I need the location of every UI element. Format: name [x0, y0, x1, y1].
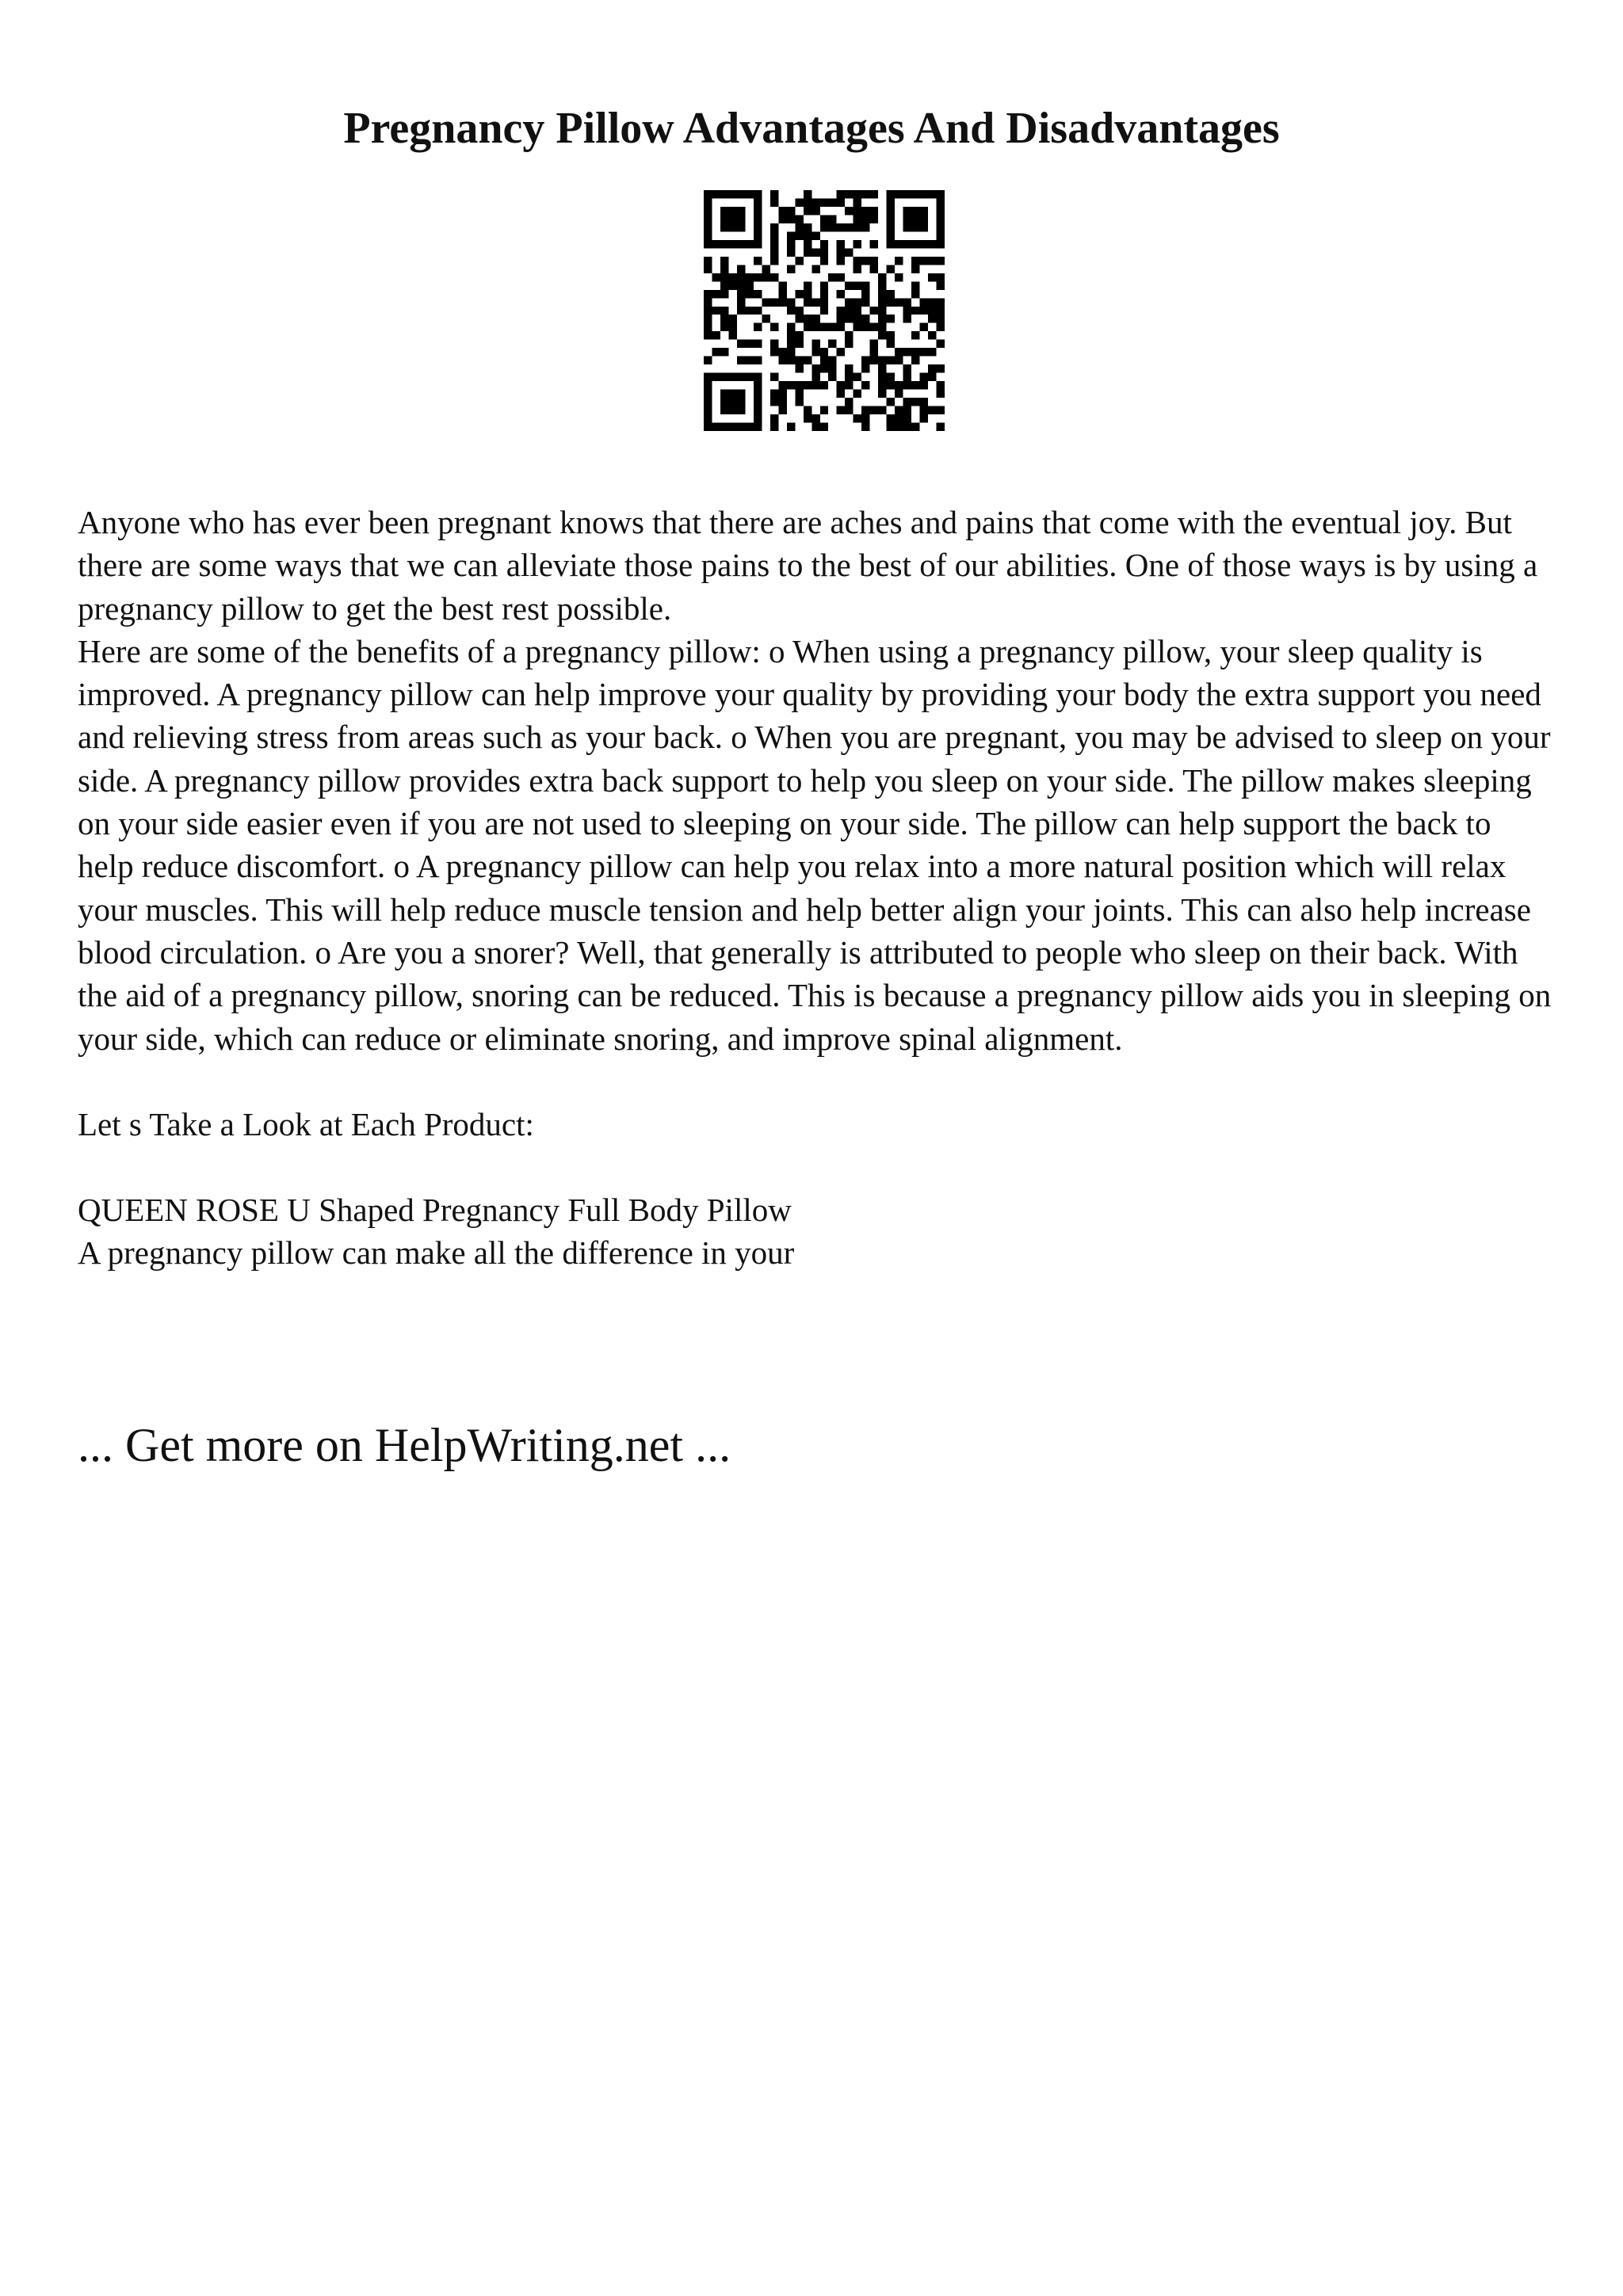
document-title: Pregnancy Pillow Advantages And Disadvantages [343, 104, 1280, 153]
intro-paragraph: Anyone who has ever been pregnant knows that there are aches and pains that come with the eventual joy. But there are some ways that we can alleviate those pains to the best of our abilities. One of those ways is by using a pregnancy pillow to get the best rest possible. [78, 504, 1538, 627]
product-text: A pregnancy pillow can make all the difference in your [78, 1234, 795, 1272]
qr-code-icon [704, 190, 945, 431]
look-heading: Let s Take a Look at Each Product: [78, 1105, 534, 1142]
benefits-paragraph: Here are some of the benefits of a pregnancy pillow: o When using a pregnancy pillow, your sleep quality is improved. A pregnancy pillow can help improve your quality by providing your body the extra support you need and relieving stress from areas such as your back. o When you are pregnant, you may be advised to sleep on your side. A pregnancy pillow provides extra back support to help you sleep on your side. The pillow makes sleeping on your side easier even if you are not used to sleeping on your side. The pillow can help support the back to help reduce discomfort. o A pregnancy pillow can help you relax into a more natural position which will relax your muscles. This will help reduce muscle tension and help better align your joints. This can also help increase blood circulation. o Are you a snorer? Well, that generally is attributed to people who sleep on their back. With the aid of a pregnancy pillow, snoring can be reduced. This is because a pregnancy pillow aids you in sleeping on your side, which can reduce or eliminate snoring, and improve spinal alignment. [78, 632, 1552, 1057]
document-body [78, 501, 1552, 1275]
product-name: QUEEN ROSE U Shaped Pregnancy Full Body Pillow [78, 1192, 792, 1229]
get-more-link[interactable]: ... Get more on HelpWriting.net ... [78, 1419, 731, 1471]
